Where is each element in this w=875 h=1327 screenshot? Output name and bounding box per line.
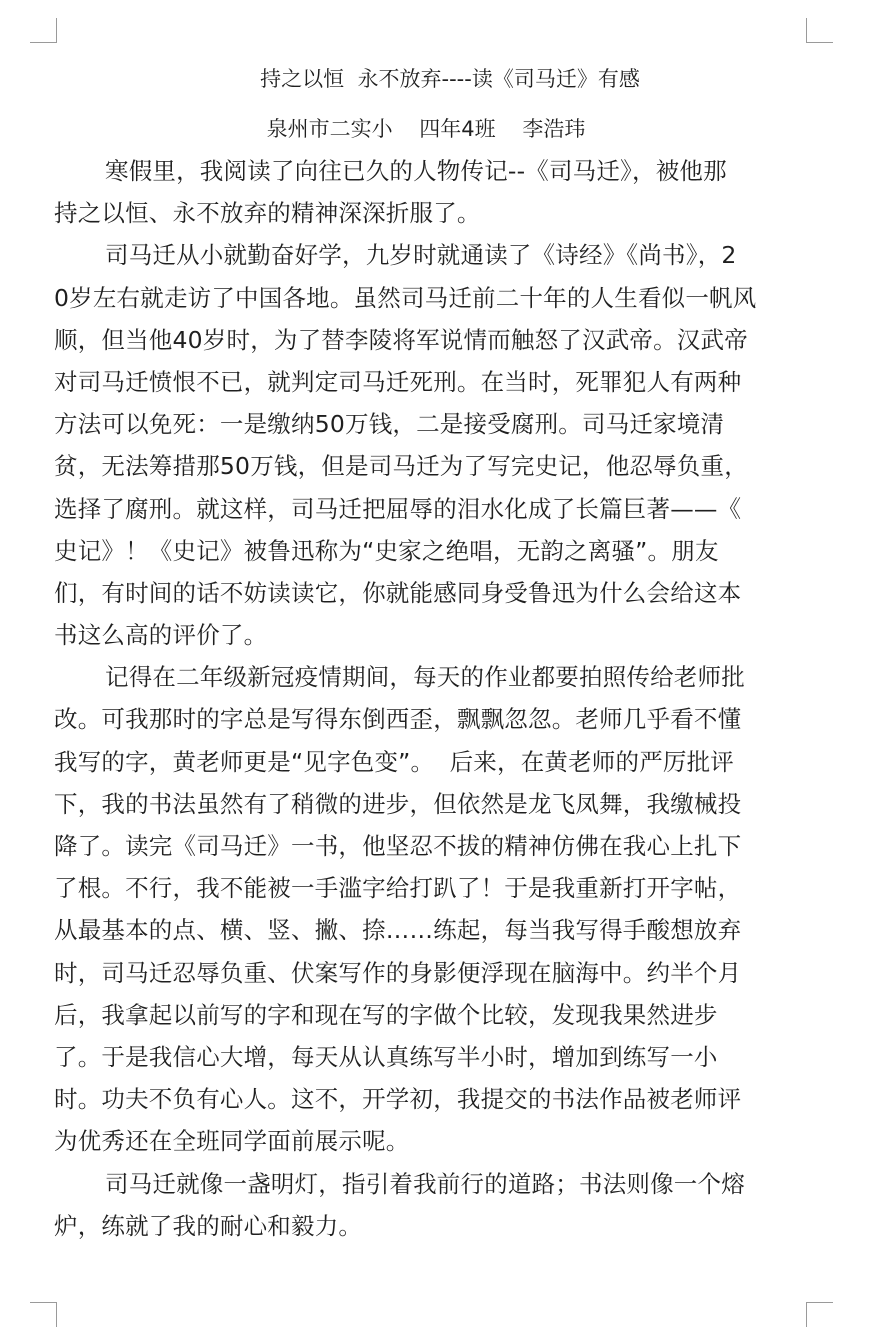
- text-line: 史记》！《史记》被鲁迅称为“史家之绝唱，无韵之离骚”。朋友: [54, 536, 719, 565]
- author-byline: 泉州市二实小 四年4班 李浩玮: [266, 117, 586, 141]
- crop-mark-top-right: [806, 18, 833, 43]
- text-line: 寒假里，我阅读了向往已久的人物传记--《司马迁》，被他那: [105, 157, 727, 185]
- text-line: 贫，无法筹措那50万钱，但是司马迁为了写完史记，他忍辱负重，: [54, 452, 748, 481]
- crop-mark-bottom-left: [30, 1302, 57, 1327]
- text-line: 顺，但当他40岁时，为了替李陵将军说情而触怒了汉武帝。汉武帝: [54, 325, 748, 354]
- paragraph: [54, 234, 834, 656]
- text-line: 记得在二年级新冠疫情期间，每天的作业都要拍照传给老师批: [105, 663, 745, 692]
- text-line: 方法可以免死：一是缴纳50万钱，二是接受腐刑。司马迁家境清: [54, 410, 725, 439]
- text-line: 了根。不行，我不能被一手滥字给打趴了！于是我重新打开字帖，: [54, 874, 742, 903]
- text-line: 0岁左右就走访了中国各地。虽然司马迁前二十年的人生看似一帆风: [54, 283, 757, 312]
- text-line: 们，有时间的话不妨读读它，你就能感同身受鲁迅为什么会给这本: [54, 578, 742, 607]
- text-line: 司马迁就像一盏明灯，指引着我前行的道路；书法则像一个熔: [105, 1169, 745, 1198]
- text-line: 后，我拿起以前写的字和现在写的字做个比较，发现我果然进步: [54, 1000, 718, 1029]
- text-line: 我写的字，黄老师更是“见字色变”。 后来，在黄老师的严厉批评: [54, 747, 734, 776]
- text-line: 改。可我那时的字总是写得东倒西歪，飘飘忽忽。老师几乎看不懂: [54, 705, 742, 734]
- crop-mark-top-left: [30, 18, 57, 43]
- text-line: 时，司马迁忍辱负重、伏案写作的身影便浮现在脑海中。约半个月: [54, 958, 742, 987]
- text-line: 炉，练就了我的耐心和毅力。: [54, 1211, 363, 1240]
- text-line: 司马迁从小就勤奋好学，九岁时就通读了《诗经》《尚书》，2: [105, 241, 737, 270]
- text-line: 降了。读完《司马迁》一书，他坚忍不拔的精神仿佛在我心上扎下: [54, 832, 742, 860]
- text-line: 从最基本的点、横、竖、撇、捺……练起，每当我写得手酸想放弃: [54, 916, 742, 945]
- text-line: 选择了腐刑。就这样，司马迁把屈辱的泪水化成了长篇巨著——《: [54, 494, 742, 523]
- essay-body: [54, 150, 834, 1247]
- text-line: 书这么高的评价了。: [54, 621, 268, 650]
- text-line: 了。于是我信心大增，每天从认真练写半小时，增加到练写一小: [54, 1042, 718, 1071]
- text-line: 为优秀还在全班同学面前展示呢。: [54, 1127, 410, 1156]
- text-line: 对司马迁愤恨不已，就判定司马迁死刑。在当时，死罪犯人有两种: [54, 367, 742, 396]
- crop-mark-bottom-right: [806, 1302, 833, 1327]
- paragraph: [54, 150, 834, 234]
- text-line: 下，我的书法虽然有了稍微的进步，但依然是龙飞凤舞，我缴械投: [54, 789, 742, 818]
- text-line: 持之以恒、永不放弃的精神深深折服了。: [54, 199, 481, 228]
- paragraph: [54, 1163, 834, 1247]
- essay-title: 持之以恒 永不放弃----读《司马迁》有感: [260, 67, 640, 91]
- text-line: 时。功夫不负有心人。这不，开学初，我提交的书法作品被老师评: [54, 1085, 742, 1114]
- paragraph: [54, 656, 834, 1162]
